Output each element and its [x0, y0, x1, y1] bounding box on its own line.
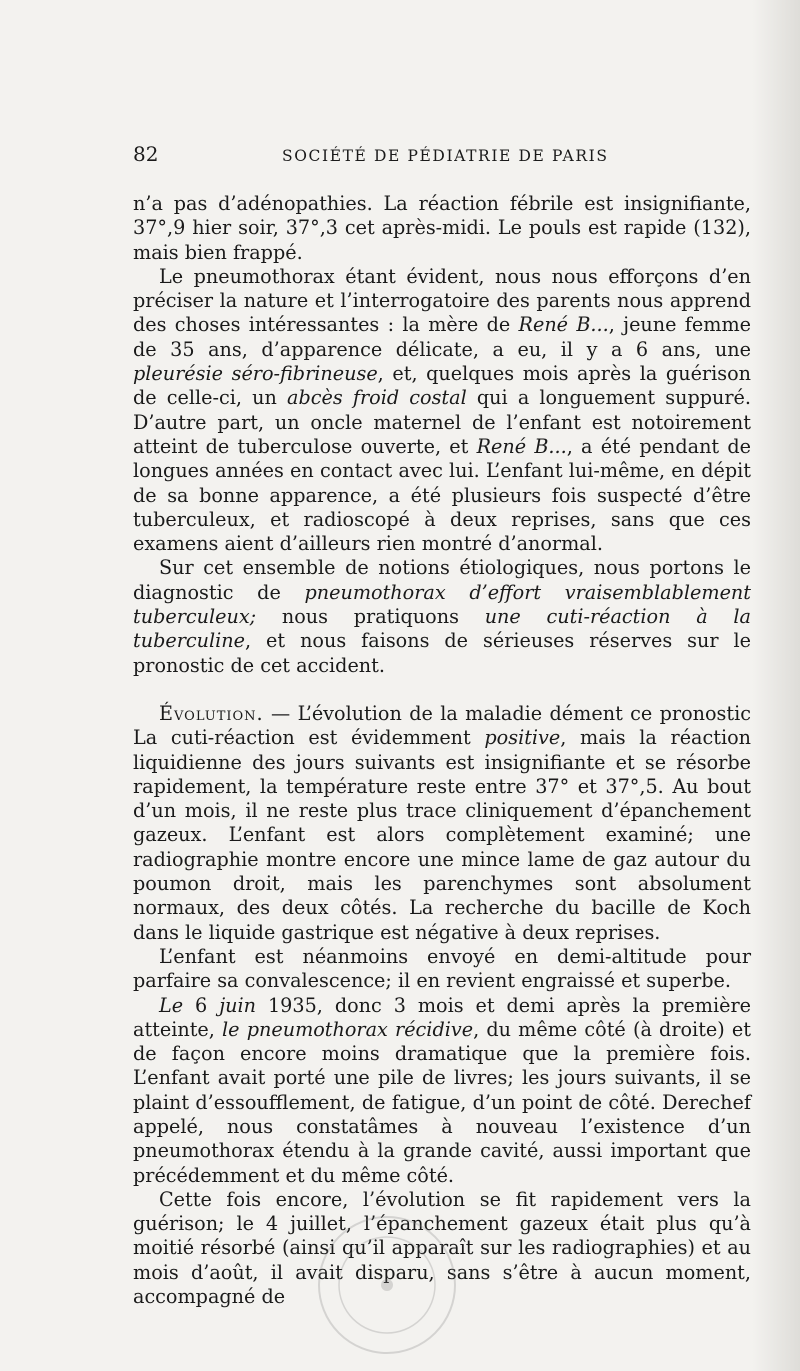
text-run: Sur cet ensemble de notions étiologiques, nous portons le diagnostic de	[133, 556, 751, 604]
italic-diagnosis: pneumothorax d’effort vraisemblablement tuberculeux;	[133, 580, 751, 629]
library-stamp-icon	[312, 1210, 462, 1360]
paragraph-1: n’a pas d’adénopathies. La réaction fébrile est insignifiante, 37°,9 hier soir, 37°,3 cet après-midi. Le pouls est rapide (132), mais bien frappé.	[133, 192, 751, 264]
italic-word: juin	[219, 993, 257, 1017]
text-run: , et nous faisons de sérieuses réserves sur le pronostic de cet accident.	[133, 629, 751, 677]
paragraph-2	[133, 265, 751, 557]
text-run: qui a longuement suppuré. D’autre part, un oncle maternel de l’enfant est notoirement atteint de tuberculose ouverte, et	[133, 386, 751, 458]
section-heading: Évolution.	[159, 701, 264, 725]
italic-name: René B...	[518, 313, 609, 337]
paragraph-evolution	[133, 702, 751, 945]
italic-term: le pneumothorax récidive	[222, 1017, 474, 1041]
italic-word: Le	[159, 993, 184, 1017]
italic-term: une cuti-réaction à la tuberculine	[133, 605, 751, 653]
text-run: 6	[183, 993, 220, 1017]
text-run: nous pratiquons	[256, 605, 485, 629]
italic-term: positive	[484, 726, 561, 750]
running-head: SOCIÉTÉ DE PÉDIATRIE DE PARIS	[282, 147, 609, 165]
paragraph-7: Cette fois encore, l’évolution se fit rapidement vers la guérison; le 4 juillet, l’épanchement gazeux était plus qu’à moitié résorbé (ainsi qu’il apparaît sur les radiographies) et au mois d’août, il avait disparu, sans s’être à aucun moment, accompagné de	[133, 1187, 751, 1309]
italic-term: abcès froid costal	[287, 386, 467, 410]
text-run: , du même côté (à droite) et de façon encore moins dramatique que la première fois. L’enfant avait porté une pile de livres; les jours suivants, il se plaint d’essoufflement, de fatigue, d’un point de côté. Derechef appelé, nous constatâmes à nouveau l’existence d’un pneumothorax étendu à la grande cavité, aussi important que précédemment et du même côté.	[133, 1017, 751, 1187]
text-run: Le pneumothorax étant évident, nous nous efforçons d’en préciser la nature et l’interrogatoire des parents nous apprend des choses intéressantes : la mère de	[133, 264, 751, 337]
italic-term: pleurésie séro-fibrineuse	[133, 362, 378, 386]
text-run: 1935, donc 3 mois et demi après la première atteinte,	[133, 993, 751, 1041]
text-run: , a été pendant de longues années en contact avec lui. L’enfant lui-même, en dépit de sa bonne apparence, a été plusieurs fois suspecté d’être tuberculeux, et radioscopé à deux reprises, sans que ces examens aient d’ailleurs rien montré d’anormal.	[133, 434, 752, 556]
body-text	[133, 192, 751, 1309]
section-gap	[133, 678, 751, 702]
paragraph-3	[133, 556, 751, 677]
text-run: , jeune femme de 35 ans, d’apparence délicate, a eu, il y a 6 ans, une	[133, 313, 752, 361]
paragraph-5: L’enfant est néanmoins envoyé en demi-altitude pour parfaire sa convalescence; il en revient engraissé et superbe.	[133, 944, 751, 993]
text-run: , et, quelques mois après la guérison de celle-ci, un	[133, 362, 751, 410]
paragraph-6	[133, 994, 751, 1188]
page-number: 82	[133, 142, 159, 166]
page-header	[0, 138, 800, 178]
text-run: — L’évolution de la maladie dément ce pronostic La cuti-réaction est évidemment	[133, 701, 751, 750]
text-run: , mais la réaction liquidienne des jours suivants est insignifiante et se résorbe rapidement, la température reste entre 37° et 37°,5. Au bout d’un mois, il ne reste plus trace cliniquement d’épanchement gazeux. L’enfant est alors complètement examiné; une radiographie montre encore une mince lame de gaz autour du poumon droit, mais les parenchymes sont absolument normaux, des deux côtés. La recherche du bacille de Koch dans le liquide gastrique est négative à deux reprises.	[133, 726, 751, 944]
page-edge-shadow	[752, 0, 800, 1371]
italic-name: René B...	[476, 434, 567, 458]
